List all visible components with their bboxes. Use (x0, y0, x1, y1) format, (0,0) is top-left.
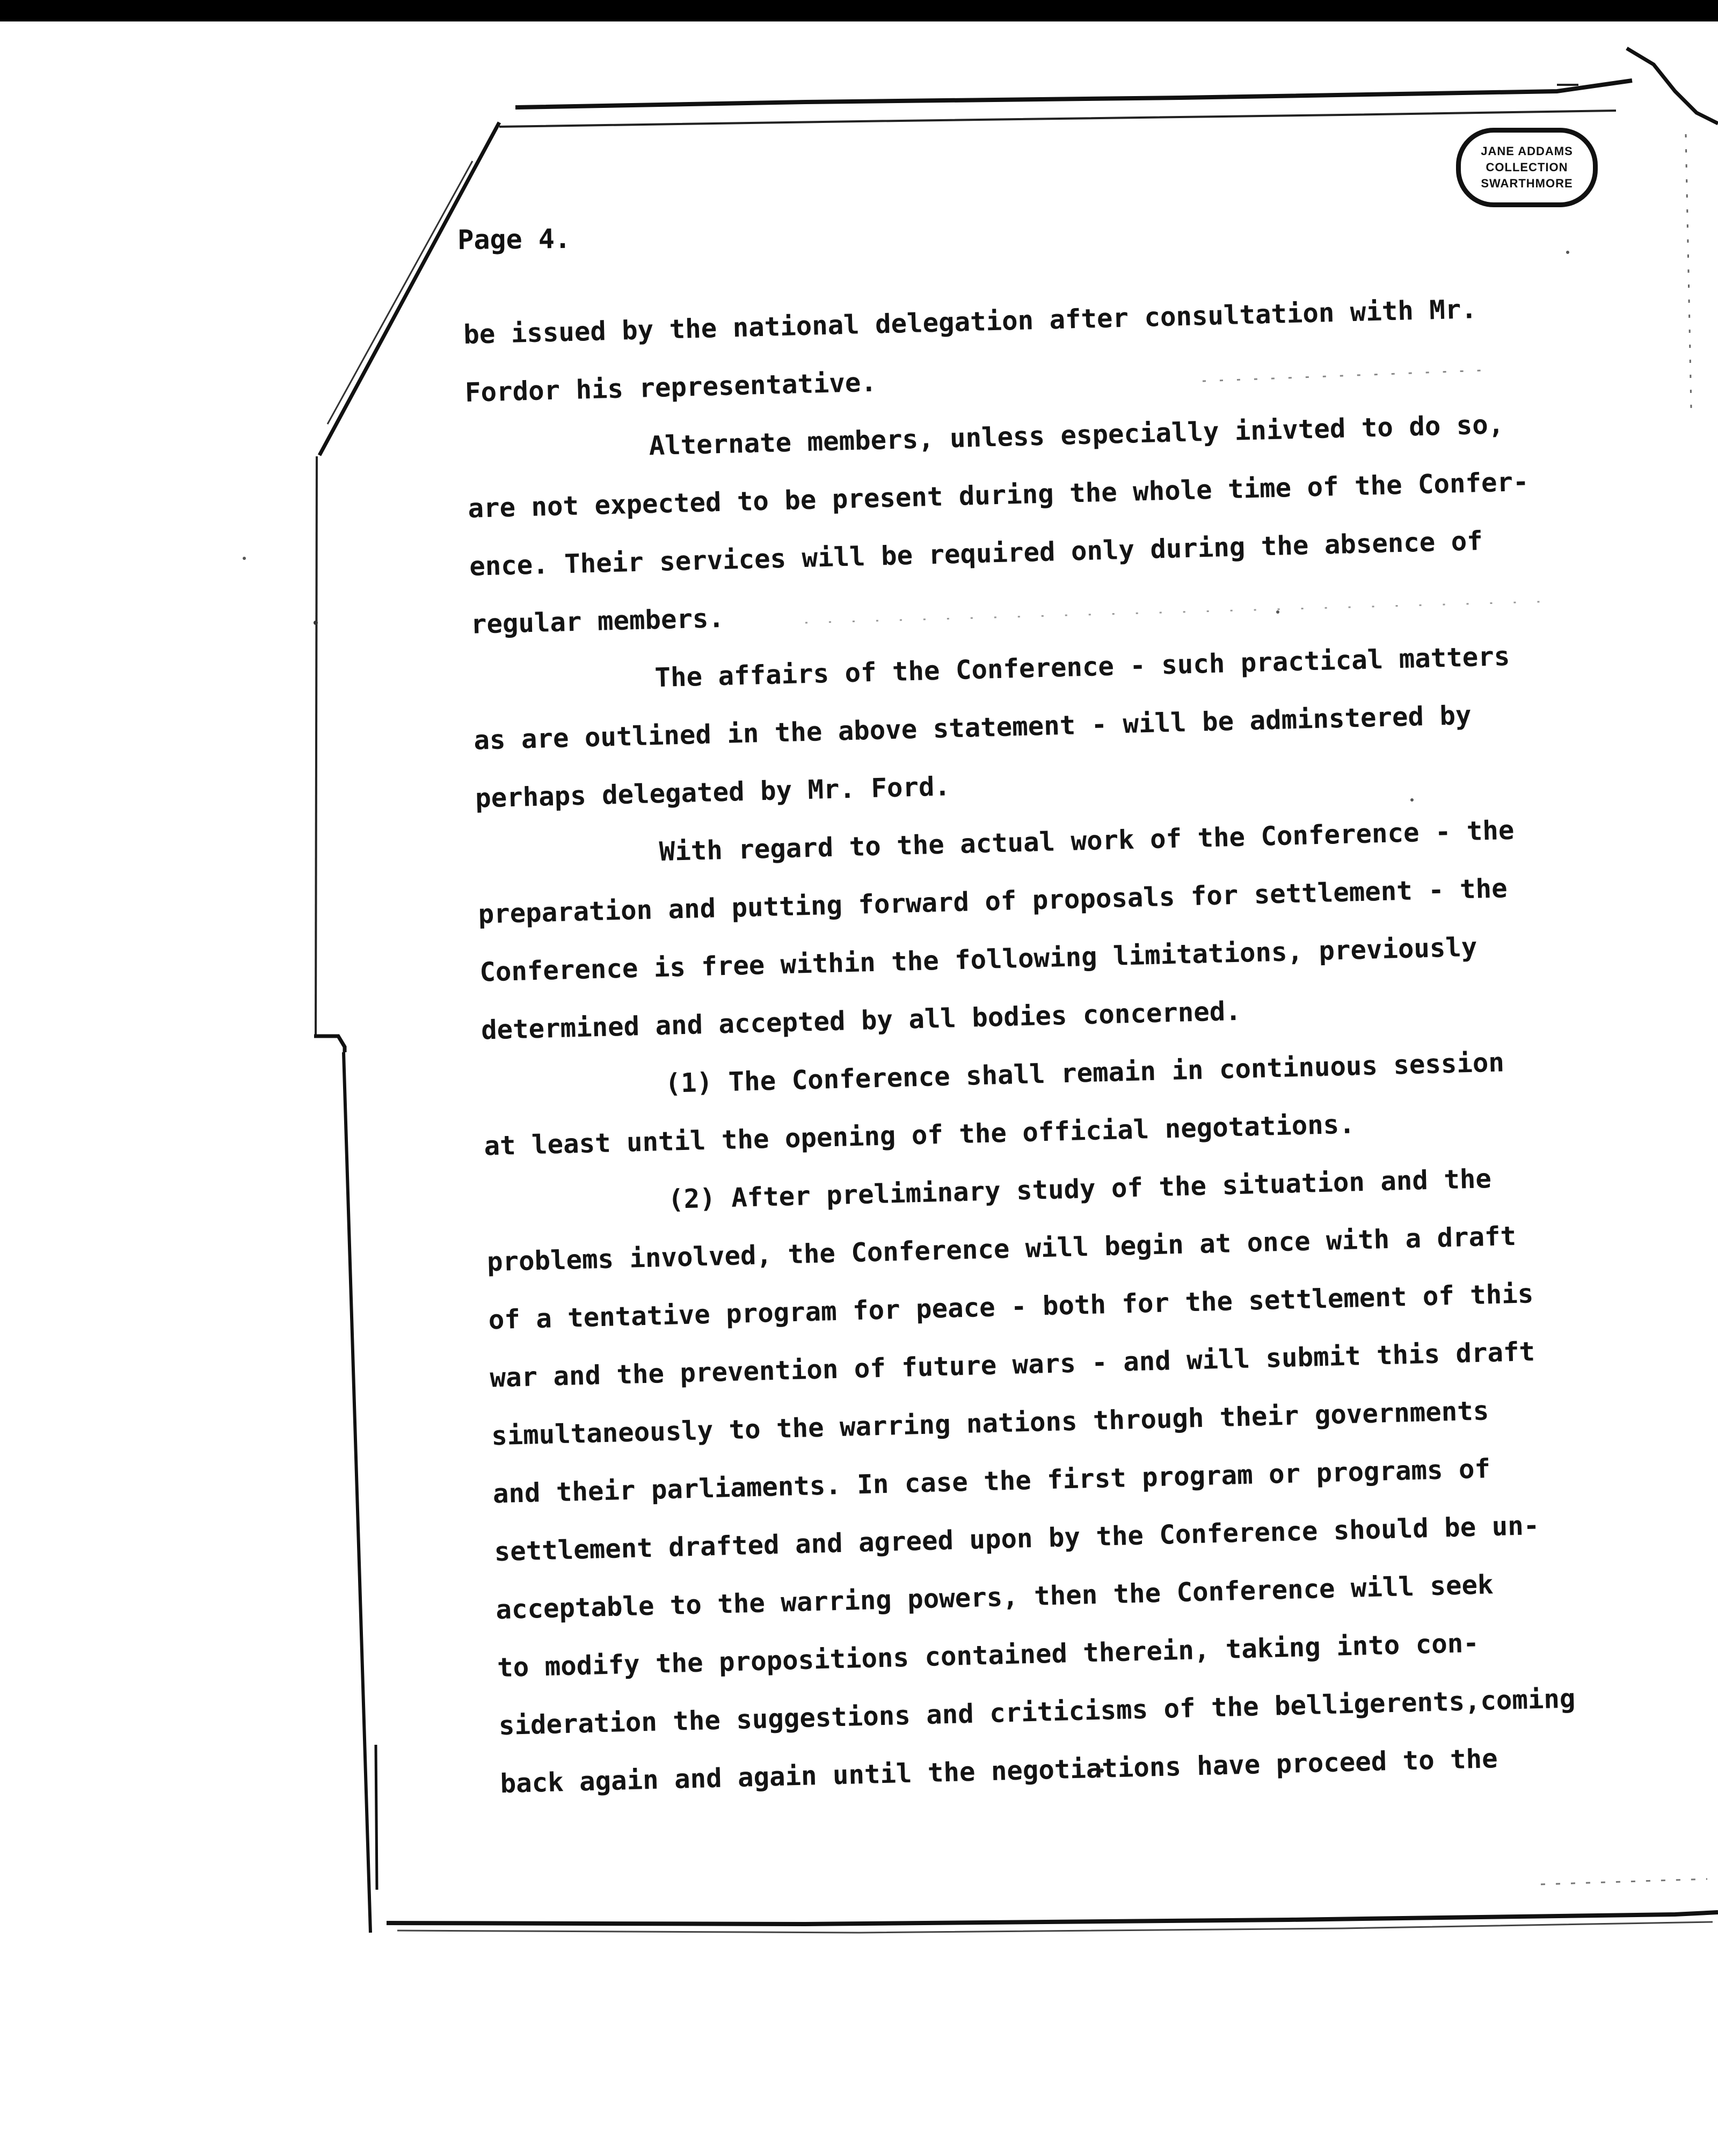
page-top-edge-secondary (499, 111, 1616, 127)
text-line: The affairs of the Conference - such practical matters (654, 640, 1510, 694)
stamp-line-2: COLLECTION (1486, 161, 1568, 174)
stamp-line-1: JANE ADDAMS (1481, 144, 1573, 158)
text-line: of a tentative program for peace - both for the settlement of this (488, 1278, 1534, 1336)
page-left-inner-line (376, 1745, 377, 1890)
speck (314, 621, 318, 625)
page-top-edge (515, 81, 1632, 107)
text-line: ence. Their services will be required only during the absence of (469, 526, 1483, 582)
text-line: at least until the opening of the official negotations. (483, 1109, 1356, 1162)
page-left-diagonal-shadow (327, 161, 472, 424)
text-line: (2) After preliminary study of the situation and the (667, 1163, 1492, 1215)
text-line: regular members. (470, 602, 725, 640)
text-line: (1) The Conference shall remain in continuous session (665, 1047, 1505, 1099)
text-line: war and the prevention of future wars - and will submit this draft (489, 1336, 1535, 1394)
page-right-edge (1627, 48, 1718, 123)
text-line: back again and again until the negotiations have proceed to the (499, 1743, 1498, 1800)
text-line: Alternate members, unless especially inivted to do so, (648, 409, 1504, 462)
page-number: Page 4. (457, 223, 571, 256)
page-left-edge-lower (344, 1052, 370, 1933)
text-line: perhaps delegated by Mr. Ford. (475, 771, 951, 814)
page-bottom-edge (387, 1912, 1718, 1924)
text-line: Conference is free within the following limitations, previously (479, 931, 1478, 988)
right-margin-speckle (1686, 134, 1691, 408)
archive-stamp (1456, 128, 1598, 207)
text-line: sideration the suggestions and criticisms of the belligerents,coming (498, 1683, 1576, 1742)
text-line: to modify the propositions contained therein, taking into con- (497, 1627, 1480, 1684)
text-line: simultaneously to the warring nations through their governments (491, 1395, 1489, 1452)
text-line: and their parliaments. In case the first program or programs of (492, 1453, 1491, 1510)
text-line: problems involved, the Conference will begin at once with a draft (486, 1220, 1517, 1278)
text-line: as are outlined in the above statement - will be adminstered by (473, 700, 1472, 756)
text-line: Fordor his representative. (464, 367, 877, 408)
stamp-line-3: SWARTHMORE (1481, 177, 1573, 190)
text-line: determined and accepted by all bodies concerned. (481, 995, 1242, 1046)
typed-body-text (463, 277, 1649, 1813)
speck (1566, 251, 1569, 254)
text-line: With regard to the actual work of the Conference - the (659, 814, 1515, 868)
page-left-edge-upper (316, 456, 317, 1036)
text-line: acceptable to the warring powers, then the Conference will seek (495, 1569, 1494, 1626)
text-line: be issued by the national delegation after consultation with Mr. (463, 294, 1477, 350)
speck-dash (1541, 1879, 1707, 1884)
page-left-edge-step (314, 1036, 345, 1052)
text-line: are not expected to be present during the whole time of the Confer- (467, 466, 1530, 524)
text-line: preparation and putting forward of proposals for settlement - the (477, 873, 1508, 930)
speck (243, 557, 246, 560)
text-line: settlement drafted and agreed upon by the Conference should be un- (494, 1510, 1540, 1568)
